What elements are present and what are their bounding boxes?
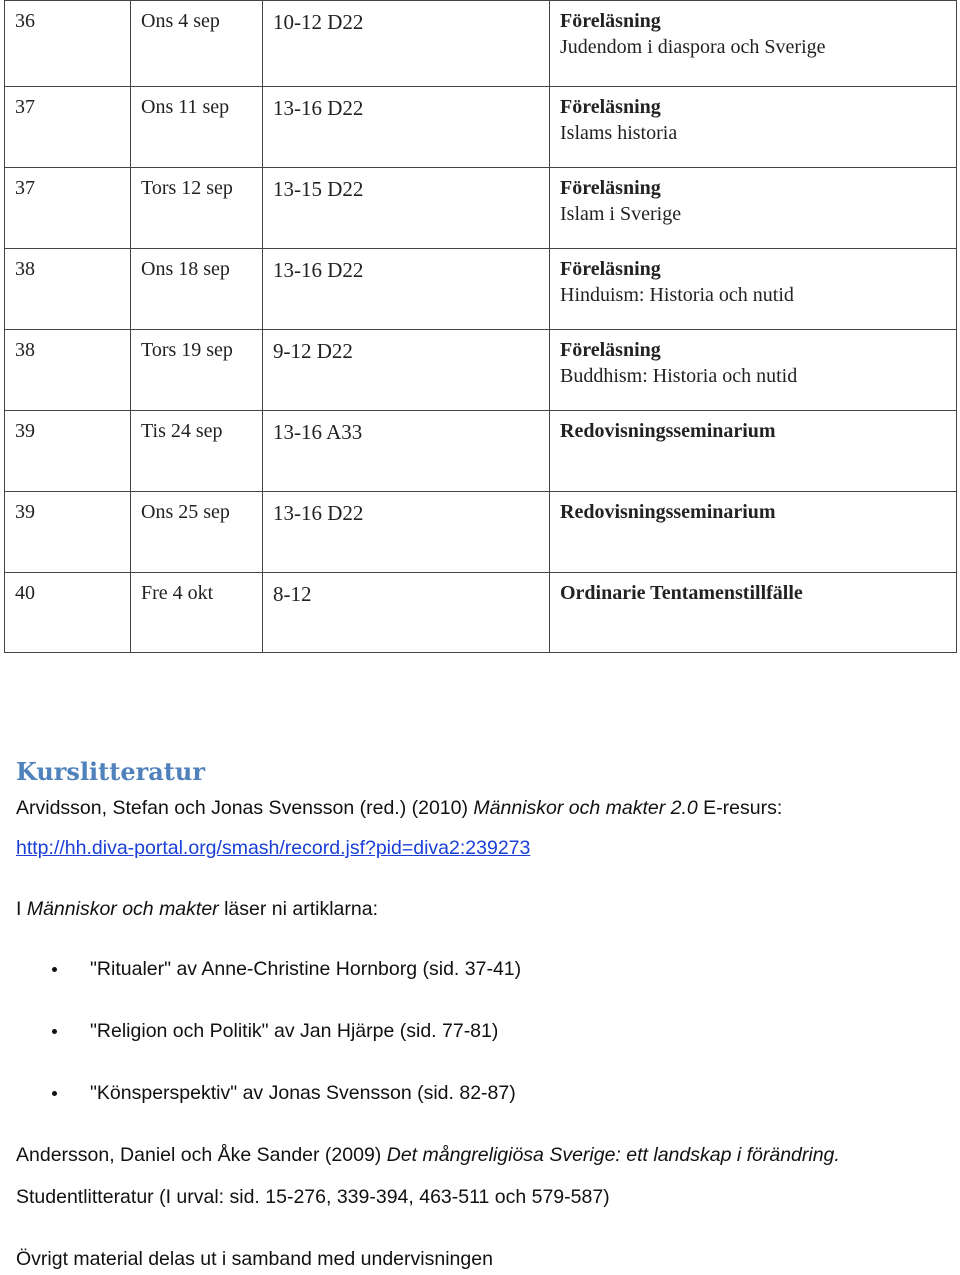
description-cell [550, 87, 957, 168]
list-item [16, 956, 946, 982]
list-item [16, 1018, 946, 1044]
schedule-table [4, 0, 957, 653]
description-cell [550, 1, 957, 87]
ref2-publisher: Studentlitteratur (I urval: sid. 15-276, 339-394, 463-511 och 579-587) [16, 1186, 610, 1208]
day-cell: Fre 4 okt [131, 573, 263, 653]
closing-note: Övrigt material delas ut i samband med undervisningen [16, 1248, 493, 1270]
article-text: "Religion och Politik" av Jan Hjärpe (sid. 77-81) [90, 1020, 499, 1042]
table-row [5, 87, 957, 168]
session-type: Föreläsning [560, 96, 661, 118]
session-type: Föreläsning [560, 177, 661, 199]
week-cell: 40 [5, 573, 131, 653]
article-text: "Ritualer" av Anne-Christine Hornborg (sid. 37-41) [90, 958, 522, 980]
session-type: Ordinarie Tentamenstillfälle [560, 582, 803, 604]
day-cell: Tis 24 sep [131, 411, 263, 492]
schedule-body [5, 1, 957, 653]
description-cell [550, 249, 957, 330]
time-cell: 10-12 D22 [263, 1, 550, 87]
article-list [16, 956, 946, 1106]
day-cell: Ons 11 sep [131, 87, 263, 168]
ref2-title: Det mångreligiösa Sverige: ett landskap i förändring. [386, 1144, 840, 1166]
list-item [16, 1080, 946, 1106]
session-topic: Islams historia [560, 122, 678, 144]
table-row [5, 249, 957, 330]
intro-title: Människor och makter [26, 898, 219, 920]
day-cell: Ons 18 sep [131, 249, 263, 330]
reference-andersson [16, 1142, 946, 1168]
literature-section [16, 755, 946, 1272]
week-cell: 39 [5, 492, 131, 573]
week-cell: 37 [5, 168, 131, 249]
day-cell: Ons 4 sep [131, 1, 263, 87]
time-cell: 13-16 D22 [263, 249, 550, 330]
bullet-icon [52, 1029, 57, 1034]
literature-heading: Kurslitteratur [16, 757, 205, 786]
description-cell [550, 411, 957, 492]
session-type: Föreläsning [560, 10, 661, 32]
table-row [5, 492, 957, 573]
day-cell: Tors 19 sep [131, 330, 263, 411]
session-type: Föreläsning [560, 339, 661, 361]
time-cell: 8-12 [263, 573, 550, 653]
session-topic: Hinduism: Historia och nutid [560, 284, 794, 306]
articles-intro [16, 896, 946, 922]
description-cell [550, 573, 957, 653]
day-cell: Ons 25 sep [131, 492, 263, 573]
session-type: Redovisningsseminarium [560, 420, 776, 442]
table-row [5, 1, 957, 87]
intro-post: läser ni artiklarna: [218, 898, 378, 920]
bullet-icon [52, 967, 57, 972]
week-cell: 38 [5, 249, 131, 330]
session-topic: Buddhism: Historia och nutid [560, 365, 798, 387]
session-topic: Judendom i diaspora och Sverige [560, 36, 826, 58]
intro-pre: I [16, 898, 27, 920]
time-cell: 13-16 D22 [263, 492, 550, 573]
description-cell [550, 330, 957, 411]
ref2-authors: Andersson, Daniel och Åke Sander (2009) [16, 1144, 387, 1166]
table-row [5, 330, 957, 411]
week-cell: 39 [5, 411, 131, 492]
bullet-icon [52, 1091, 57, 1096]
reference-arvidsson [16, 795, 946, 821]
week-cell: 38 [5, 330, 131, 411]
ref1-link[interactable]: http://hh.diva-portal.org/smash/record.jsf?pid=diva2:239273 [16, 837, 531, 859]
article-text: "Könsperspektiv" av Jonas Svensson (sid. 82-87) [90, 1082, 516, 1104]
session-topic: Islam i Sverige [560, 203, 682, 225]
session-type: Föreläsning [560, 258, 661, 280]
day-cell: Tors 12 sep [131, 168, 263, 249]
ref1-title: Människor och makter 2.0 [473, 797, 698, 819]
table-row [5, 573, 957, 653]
time-cell: 13-15 D22 [263, 168, 550, 249]
ref1-authors: Arvidsson, Stefan och Jonas Svensson (red.) (2010) [16, 797, 474, 819]
description-cell [550, 168, 957, 249]
week-cell: 36 [5, 1, 131, 87]
session-type: Redovisningsseminarium [560, 501, 776, 523]
time-cell: 13-16 A33 [263, 411, 550, 492]
week-cell: 37 [5, 87, 131, 168]
description-cell [550, 492, 957, 573]
time-cell: 13-16 D22 [263, 87, 550, 168]
table-row [5, 411, 957, 492]
time-cell: 9-12 D22 [263, 330, 550, 411]
table-row [5, 168, 957, 249]
ref1-post: E-resurs: [697, 797, 783, 819]
